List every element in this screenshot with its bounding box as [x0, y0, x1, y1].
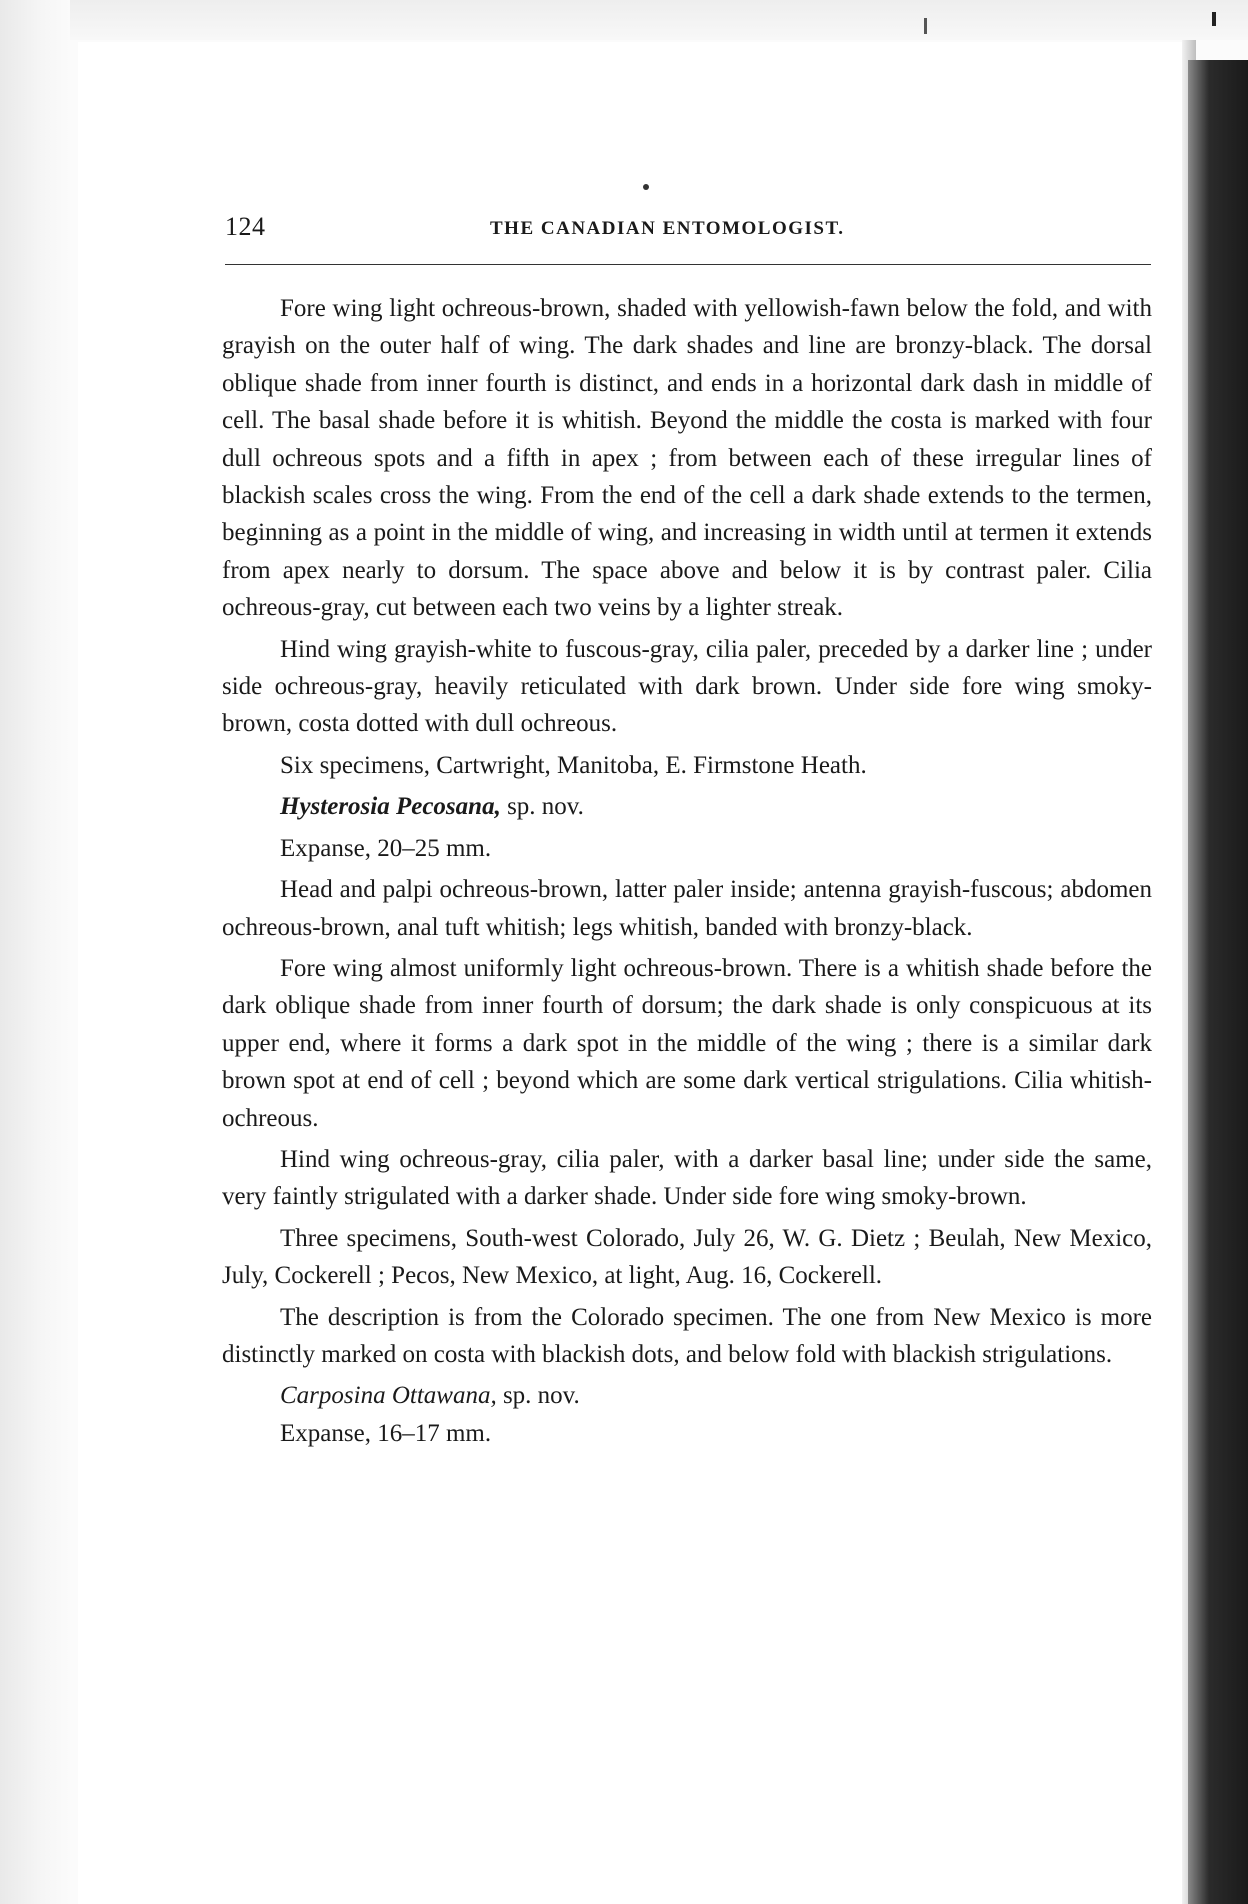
expanse-line: Expanse, 16–17 mm. [280, 1419, 492, 1447]
species-heading [222, 788, 1152, 825]
page-gutter-shadow [1188, 60, 1248, 1904]
ink-mark [924, 18, 927, 34]
species-heading [222, 1377, 1152, 1414]
expanse-line: Expanse, 20–25 mm. [280, 834, 492, 862]
species-status: sp. nov. [507, 793, 584, 821]
paragraph: Head and palpi ochreous-brown, latter paler inside; antenna grayish-fuscous; abdomen ochreous-brown, anal tuft whitish; legs whitish, banded with bronzy-black. [222, 876, 1152, 941]
paragraph: Three specimens, South-west Colorado, July 26, W. G. Dietz ; Beulah, New Mexico, July, Cockerell ; Pecos, New Mexico, at light, Aug. 16, Cockerell. [222, 1224, 1152, 1290]
paragraph: Six specimens, Cartwright, Manitoba, E. Firmstone Heath. [280, 751, 867, 779]
ink-speck [643, 184, 649, 190]
species-name: Carposina Ottawana, [280, 1382, 497, 1410]
paragraph: Hind wing ochreous-gray, cilia paler, with a darker basal line; under side the same, very faintly strigulated with a darker shade. Under side fore wing smoky-brown. [222, 1145, 1152, 1211]
paragraph: Fore wing light ochreous-brown, shaded with yellowish-fawn below the fold, and with grayish on the outer half of wing. The dark shades and line are bronzy-black. The dorsal oblique shade from inner fourth is distinct, and ends in a horizontal dark dash in middle of cell. The basal shade before it is whitish. Beyond the middle the costa is marked with four dull ochreous spots and a fifth in apex ; from between each of these irregular lines of blackish scales cross the wing. From the end of the cell a dark shade extends to the termen, beginning as a point in the middle of wing, and increasing in width until at termen it extends from apex nearly to dorsum. The space above and below it is by contrast paler. Cilia ochreous-gray, cut between each two veins by a lighter streak. [222, 295, 1152, 622]
running-head: THE CANADIAN ENTOMOLOGIST. [490, 218, 845, 239]
scan-left-edge [0, 0, 70, 1904]
paragraph: Fore wing almost uniformly light ochreous-brown. There is a whitish shade before the dark oblique shade from inner fourth of dorsum; the dark shade is only conspicuous at its upper end, where it forms a dark spot in the middle of the wing ; there is a similar dark brown spot at end of cell ; beyond which are some dark vertical strigulations. Cilia whitish-ochreous. [222, 954, 1152, 1132]
ink-mark [1212, 12, 1216, 26]
species-status: sp. nov. [502, 1382, 580, 1410]
header-rule [225, 264, 1151, 265]
paragraph: Hind wing grayish-white to fuscous-gray, cilia paler, preceded by a darker line ; under side ochreous-gray, heavily reticulated with dark brown. Under side fore wing smoky-brown, costa dotted with dull ochreous. [222, 635, 1152, 738]
page-header [225, 212, 1151, 252]
page-number: 124 [225, 212, 266, 241]
paragraph: The description is from the Colorado specimen. The one from New Mexico is more distinctly marked on costa with blackish dots, and below fold with blackish strigulations. [222, 1303, 1152, 1368]
scan-top-edge [0, 0, 1248, 40]
body-text [222, 290, 1152, 1452]
species-name: Hysterosia Pecosana, [280, 793, 501, 821]
